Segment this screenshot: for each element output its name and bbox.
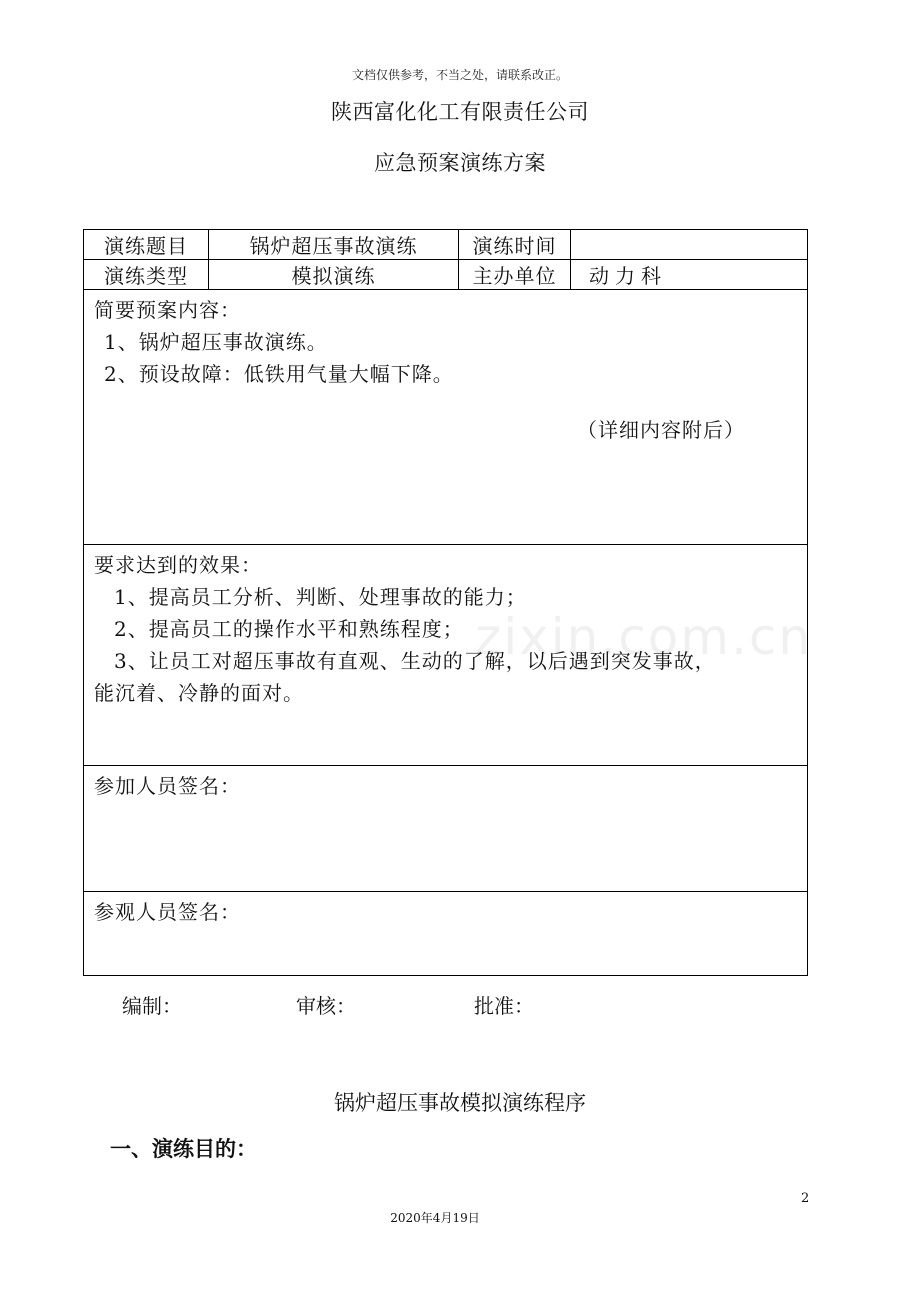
participants-section (84, 766, 808, 892)
table-row (84, 260, 808, 290)
section-title: 一、演练目的： (110, 1137, 257, 1161)
drill-time-label: 演练时间 (459, 230, 571, 260)
page-number: 2 (801, 1191, 810, 1206)
table-row (84, 290, 808, 545)
observers-section (84, 892, 808, 976)
reviewed-by-label: 审核： (296, 994, 356, 1018)
header-note: 文档仅供参考，不当之处，请联系改正。 (351, 68, 568, 82)
effects-section (84, 545, 808, 766)
effects-heading: 要求达到的效果： (94, 553, 262, 577)
summary-section (84, 290, 808, 545)
summary-item: 2、预设故障：低铁用气量大幅下降。 (104, 362, 454, 386)
drill-plan-table (83, 229, 808, 976)
summary-heading: 简要预案内容： (94, 298, 241, 322)
drill-time-value (571, 230, 808, 260)
drill-topic-value: 锅炉超压事故演练 (209, 230, 459, 260)
table-row (84, 545, 808, 766)
watermark: zixin.com.cn (475, 608, 813, 666)
effects-continuation: 能沉着、冷静的面对。 (94, 681, 304, 705)
plan-title: 应急预案演练方案 (374, 151, 546, 175)
effects-item: 3、让员工对超压事故有直观、生动的了解，以后遇到突发事故， (114, 649, 716, 673)
company-name: 陕西富化化工有限责任公司 (331, 100, 589, 124)
compiled-by-label: 编制： (122, 994, 182, 1018)
table-row (84, 230, 808, 260)
detail-note: （详细内容附后） (577, 418, 745, 442)
drill-type-value: 模拟演练 (209, 260, 459, 290)
approved-by-label: 批准： (474, 994, 534, 1018)
procedure-title: 锅炉超压事故模拟演练程序 (334, 1091, 586, 1115)
drill-topic-label: 演练题目 (84, 230, 209, 260)
organizer-label: 主办单位 (459, 260, 571, 290)
summary-item: 1、锅炉超压事故演练。 (104, 330, 328, 354)
effects-item: 2、提高员工的操作水平和熟练程度； (114, 617, 464, 641)
participants-label: 参加人员签名： (94, 774, 241, 798)
drill-type-label: 演练类型 (84, 260, 209, 290)
observers-label: 参观人员签名： (94, 900, 241, 924)
footer-date: 2020年4月19日 (390, 1211, 480, 1225)
organizer-value: 动力科 (571, 260, 808, 290)
table-row (84, 892, 808, 976)
effects-item: 1、提高员工分析、判断、处理事故的能力； (114, 585, 527, 609)
table-row (84, 766, 808, 892)
